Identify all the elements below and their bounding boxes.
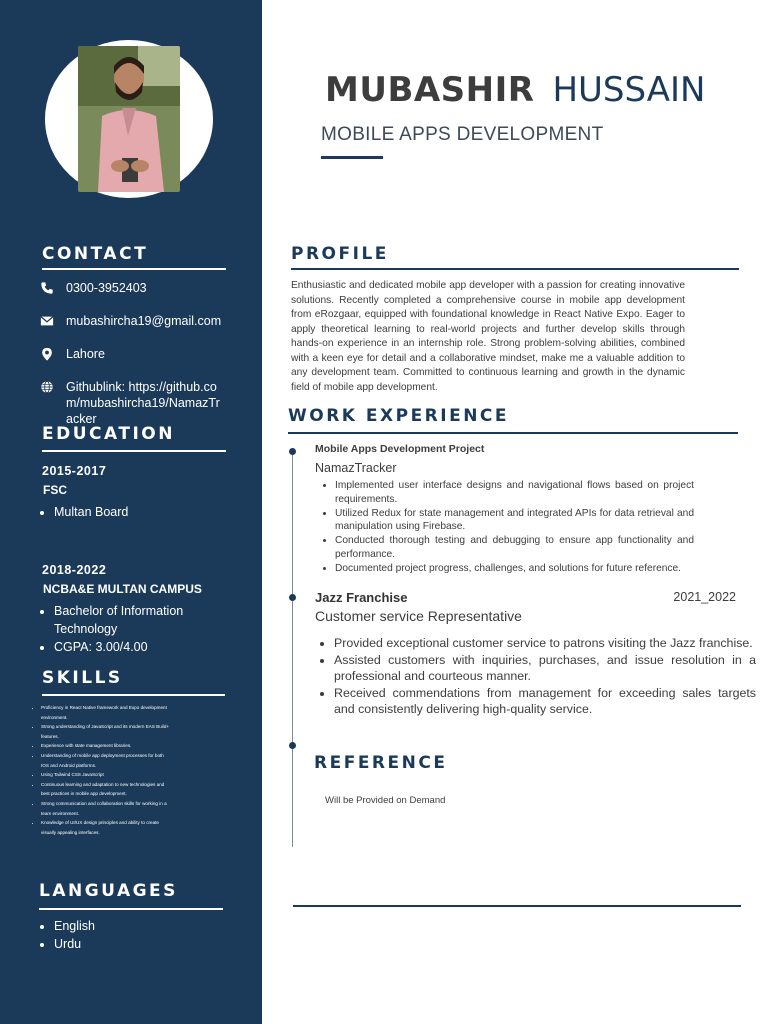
contact-location [40,346,226,362]
list-item: • CGPA: 3.00/4.00 [54,638,224,656]
list-item: • Multan Board [54,503,128,521]
github-link[interactable]: Githublink: https://github.com/mubashircha19/NamazTracker [66,380,220,426]
list-item: • Knowledge of UI/UX design principles and ability to create visually appealing interfaces. [41,818,171,837]
job-role: MOBILE APPS DEVELOPMENT [321,124,604,145]
list-item: • Conducted thorough testing and debugging to ensure app functionality and performance. [335,534,694,562]
timeline-dot [289,448,296,455]
contact-heading: CONTACT [42,244,149,264]
skills-divider [42,694,225,696]
job-title: Jazz Franchise [315,590,408,605]
list-item: • Implemented user interface designs and navigational flows based on project requirements. [335,479,694,507]
email-icon [40,314,54,328]
contact-email [40,313,226,329]
role-accent-bar [321,156,383,159]
phone-icon [40,281,54,295]
list-item: • Utilized Redux for state management and integrated APIs for data retrieval and manipulation using Firebase. [335,507,694,535]
education-details [36,602,224,656]
list-item: • Proficiency in React Native framework and Expo development environment. [41,703,171,722]
contact-divider [42,268,226,270]
languages-divider [39,908,223,910]
full-name [325,70,705,110]
profile-heading: PROFILE [291,244,389,264]
education-years: 2015-2017 [42,464,107,478]
languages-list [36,917,95,953]
job-title: Mobile Apps Development Project [315,443,485,455]
education-divider [42,450,226,452]
list-item: • Understanding of mobile app deployment processes for both IOS and Android platforms. [41,751,171,770]
contact-github[interactable] [40,379,226,427]
reference-heading: REFERENCE [314,753,448,773]
work-experience-divider [288,432,738,434]
list-item: • Provided exceptional customer service to patrons visiting the Jazz franchise. [334,635,756,652]
job-dates: 2021_2022 [673,590,736,604]
education-years: 2018-2022 [42,563,107,577]
profile-text: Enthusiastic and dedicated mobile app developer with a passion for creating innovative solutions. Recently completed a comprehensive course in mobile app development from eRozgaar, equipped with foundational knowledge in React Native Expo. Eager to apply theoretical learning to real-world projects and further develop skills through hands-on experience in an internship role. Strong problem-solving abilities, combined with a keen eye for detail and a collaborative mindset, make me a valuable addition to any development team. Committed to continuous learning and growth in the dynamic field of mobile app development. [291,280,685,393]
timeline-line [292,451,293,847]
list-item: • Urdu [54,935,95,953]
timeline-dot [289,594,296,601]
first-name: MUBASHIR [325,70,535,110]
education-heading: EDUCATION [42,424,175,444]
skills-list [32,703,171,837]
email-text: mubashircha19@gmail.com [66,314,222,328]
globe-icon [40,380,54,394]
list-item: • Documented project progress, challenges, and solutions for future reference. [335,562,694,576]
education-institution: FSC [43,483,67,497]
list-item: • English [54,917,95,935]
reference-text: Will be Provided on Demand [325,795,446,806]
skills-heading: SKILLS [42,668,123,688]
location-text: Lahore [66,347,105,361]
job-points [316,635,756,718]
list-item: • Using Tailwind CSS JavaScript [41,770,171,780]
profile-photo [78,46,180,192]
contact-phone [40,280,226,296]
work-experience-heading: WORK EXPERIENCE [288,406,510,426]
list-item: • Continuous learning and adaptation to new technologies and best practices in mobile app development. [41,780,171,799]
job-points [317,479,694,576]
job-subtitle: NamazTracker [315,461,397,475]
list-item: • Received commendations from management for exceeding sales targets and consistently delivering high-quality service. [334,685,756,718]
timeline-dot [289,742,296,749]
profile-divider [291,268,739,270]
phone-text: 0300-3952403 [66,281,147,295]
languages-heading: LANGUAGES [39,881,178,901]
sidebar [0,0,262,1024]
job-subtitle: Customer service Representative [315,608,522,624]
education-institution: NCBA&E MULTAN CAMPUS [43,582,202,596]
last-name: HUSSAIN [552,70,706,110]
bottom-divider [293,905,741,907]
list-item: • Strong communication and collaboration skills for working in a team environment. [41,799,171,818]
location-pin-icon [40,347,54,361]
education-details [36,503,128,521]
list-item: • Bachelor of Information Technology [54,602,224,638]
list-item: • Experience with state management libraries. [41,741,171,751]
list-item: • Strong understanding of JavaScript and its modern EAS Build+ features. [41,722,171,741]
list-item: • Assisted customers with inquiries, purchases, and issue resolution in a professional and courteous manner. [334,652,756,685]
